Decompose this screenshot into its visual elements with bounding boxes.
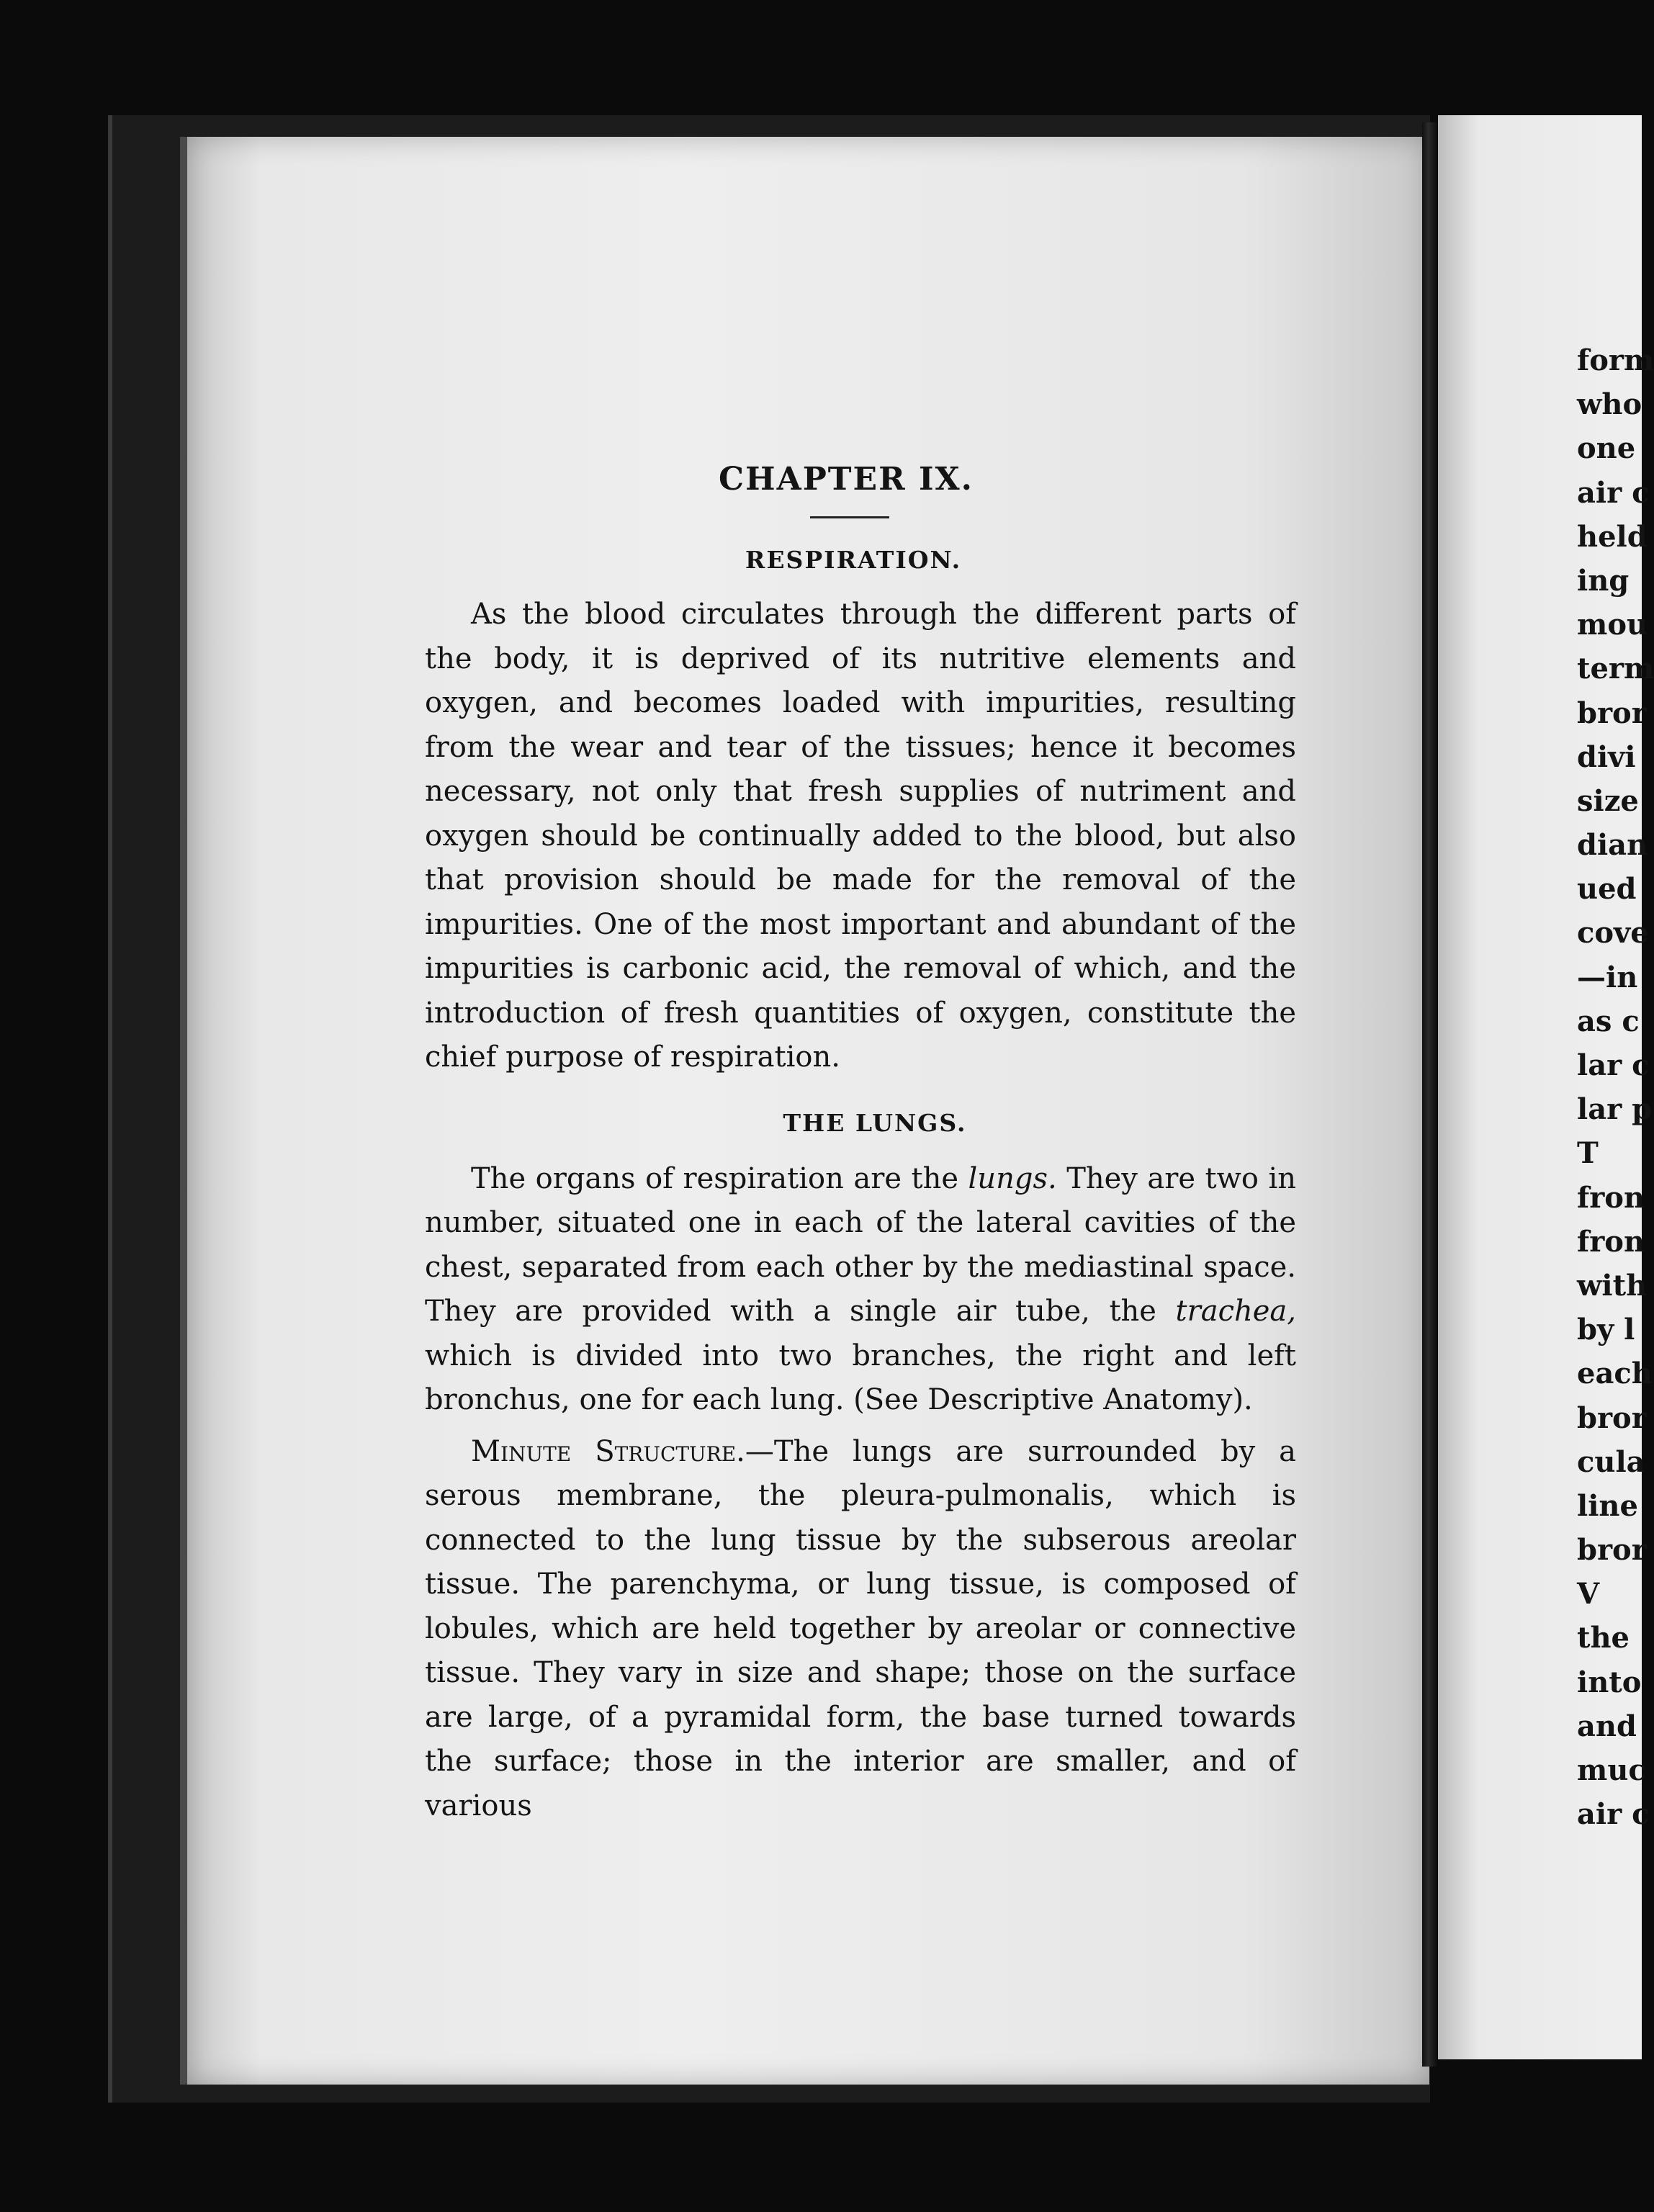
title-rule <box>810 516 889 518</box>
left-page-text <box>425 461 1296 1828</box>
lungs-italic: lungs. <box>968 1161 1057 1195</box>
paragraph-lungs <box>425 1157 1296 1423</box>
right-page-line: bror <box>1577 1533 1647 1568</box>
right-page-line: lar p <box>1577 1092 1653 1127</box>
right-page-line: bror <box>1577 696 1647 730</box>
paragraph-minute-structure <box>425 1430 1296 1829</box>
chapter-title: CHAPTER IX. <box>718 461 974 498</box>
right-page-line: cula <box>1577 1444 1645 1479</box>
minute-structure-lead: Minute Structure. <box>471 1434 745 1468</box>
book-gutter <box>1422 122 1438 2067</box>
right-page-line: ued <box>1577 872 1637 907</box>
lungs-text-2: They are two in number, situated one in each of the lateral cavities of the chest, separated from each other by the mediastinal space. They are provided with a single air tube, the <box>425 1161 1296 1328</box>
right-page-line: term <box>1577 652 1654 686</box>
right-page-line: lar c <box>1577 1048 1650 1082</box>
right-page-line: muc <box>1577 1753 1646 1787</box>
right-page-fragments <box>1577 338 1654 1836</box>
right-page-line: size <box>1577 783 1639 818</box>
lungs-text-3: which is divided into two branches, the right and left bronchus, one for each lung. (See Descriptive Anatomy). <box>425 1339 1296 1416</box>
right-page-line: each <box>1577 1357 1653 1391</box>
right-page-line: one <box>1577 431 1636 466</box>
right-page-line: line <box>1577 1488 1638 1523</box>
right-page-line: ing <box>1577 563 1630 598</box>
right-page-line: and <box>1577 1709 1637 1743</box>
right-page-line: divi <box>1577 739 1636 774</box>
right-page-line: as c <box>1577 1004 1640 1038</box>
right-page-line: bror <box>1577 1401 1647 1435</box>
right-page-line: mou <box>1577 608 1648 642</box>
right-page-line: the <box>1577 1621 1630 1655</box>
right-page-line: into <box>1577 1665 1642 1699</box>
right-page-line: by l <box>1577 1313 1635 1347</box>
right-page-line: who <box>1577 387 1642 422</box>
right-page-line: cove <box>1577 916 1649 950</box>
right-page-line: held <box>1577 519 1648 554</box>
right-page-line: fron <box>1577 1180 1645 1215</box>
subsection-title: THE LUNGS. <box>783 1108 967 1137</box>
lungs-text-1: The organs of respiration are the <box>471 1161 968 1195</box>
right-page-line: fron <box>1577 1224 1645 1259</box>
minute-structure-body: —The lungs are surrounded by a serous membrane, the pleura-pulmonalis, which is connected to the lung tissue by the subserous areolar tissue. The parenchyma, or lung tissue, is composed of lobules, which are held together by areolar or connective tissue. They vary in size and shape; those on the surface are large, of a pyramidal form, the base turned towards the surface; those in the interior are smaller, and of various <box>425 1434 1296 1822</box>
right-page-line: air c <box>1577 1797 1650 1832</box>
paragraph-respiration: As the blood circulates through the different parts of the body, it is deprived of its nutritive elements and oxygen, and becomes loaded with impurities, resulting from the wear and tear of the tissues; hence it becomes necessary, not only that fresh supplies of nutriment and oxygen should be continually added to the blood, but also that provision should be made for the removal of the impurities. One of the most important and abundant of the impurities is carbonic acid, the removal of which, and the introduction of fresh quantities of oxygen, constitute the chief purpose of respiration. <box>425 598 1296 1074</box>
trachea-italic: trachea, <box>1175 1295 1296 1328</box>
section-title: RESPIRATION. <box>745 546 962 574</box>
right-page-line: —in <box>1577 960 1638 994</box>
right-page-line: T <box>1577 1136 1599 1171</box>
right-page-line: form <box>1577 343 1654 377</box>
right-page-line: V <box>1577 1577 1600 1611</box>
right-page-line: air c <box>1577 475 1650 510</box>
right-page-line: dian <box>1577 828 1648 863</box>
right-page-line: with <box>1577 1268 1648 1303</box>
